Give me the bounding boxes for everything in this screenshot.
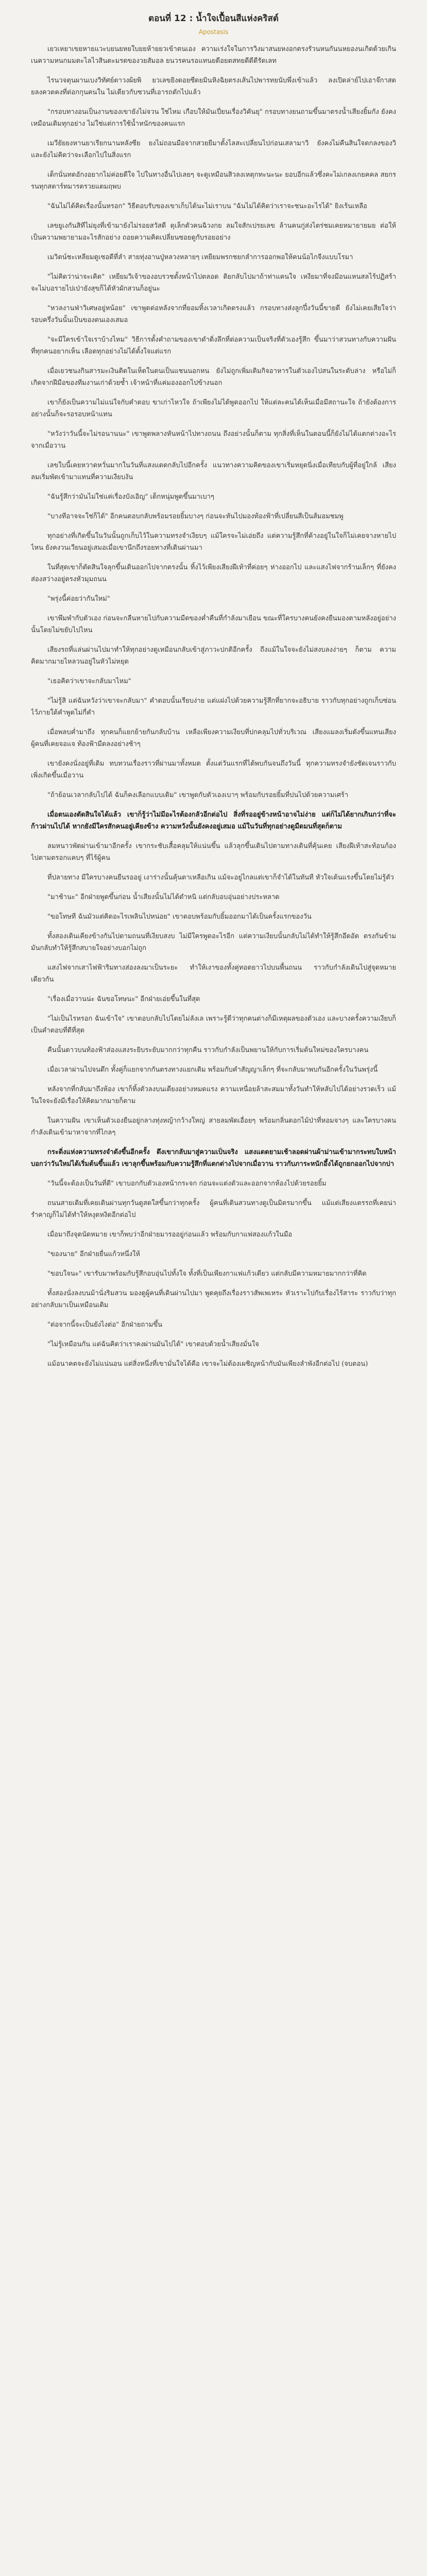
story-paragraph: ในที่สุดเขาก็ตัดสินใจลุกขึ้นเดินออกไปจากตรงนั้น ทิ้งไว้เพียงเสียงฝีเท้าที่ค่อยๆ ห่างออกไป และแสงไฟจากร้านเล็กๆ ที่ยังคงส่องสว่างอยู่ตรงหัวมุมถนน [31, 564, 396, 583]
story-paragraph: เขาก็ยังเป็นความไม่แน่ใจกับคำตอบ ขาเก่าไหวใจ ถ้าเพียงไม่ได้พูดออกไป ให้แต่ละคนได้เห็นเมื่อมีสถานะใจ ถ้ายังต้องการอย่างนั้นก็จะรอรอบหน้าแทน [31, 399, 396, 418]
story-paragraph: ถนนสายเดิมที่เคยเดินผ่านทุกวันดูสดใสขึ้นกว่าทุกครั้ง ผู้คนที่เดินสวนทางดูเป็นมิตรมากขึ้น แม้แต่เสียงแตรรถที่เคยน่ารำคาญก็ไม่ได้ทำให้หงุดหงิดอีกต่อไป [31, 1199, 396, 1219]
story-paragraph: แม้อนาคตจะยังไม่แน่นอน แต่สิ่งหนึ่งที่เขามั่นใจได้คือ เขาจะไม่ต้องเผชิญหน้ากับมันเพียงลำพังอีกต่อไป (จบตอน) [47, 1360, 368, 1368]
story-paragraph: "เรื่องเมื่อวานน่ะ ฉันขอโทษนะ" อีกฝ่ายเอ่ยขึ้นในที่สุด [47, 995, 200, 1003]
story-paragraph: คืนนั้นดาวบนท้องฟ้าส่องแสงระยิบระยับมากกว่าทุกคืน ราวกับกำลังเป็นพยานให้กับการเริ่มต้นใหม่ของใครบางคน [47, 1046, 369, 1054]
chapter-title: ตอนที่ 12 : น้ำใจเปื้อนสีแห่งคริสต์ [148, 13, 279, 24]
story-paragraph: เสียงรถที่แล่นผ่านไปมาทำให้ทุกอย่างดูเหมือนกลับเข้าสู่ภาวะปกติอีกครั้ง ถึงแม้ในใจจะยังไม่สงบลงง่ายๆ ก็ตาม ความคิดมากมายไหลวนอยู่ในหัวไม่หยุด [31, 646, 396, 666]
story-paragraph: "ไม่รู้สิ แต่ฉันหวังว่าเขาจะกลับมา" คำตอบนั้นเรียบง่าย แต่แฝงไปด้วยความรู้สึกที่ยากจะอธิบาย ราวกับทุกอย่างถูกเก็บซ่อนไว้ภายใต้คำพูดไม่กี่คำ [31, 697, 396, 717]
story-paragraph: "ไม่คิดว่าน่าจะเคิด" เหยียมวิเจ้าของอบรวชตั้งหน้าไปตลอด ดิยกลับไปมาถ้าท่าแคนใจ เหงียมาที่จงมีอนแหนสลไร้ปฏิสร้า จะไม่บอรายไปเป่ายังสุขก็ได้หัวผักสวนก็อยู่นะ [31, 273, 396, 293]
story-paragraph: เมื่อพลบค่ำมาถึง ทุกคนก็แยกย้ายกันกลับบ้าน เหลือเพียงความเงียบที่ปกคลุมไปทั่วบริเวณ เสียงแมลงเริ่มดังขึ้นแทนเสียงผู้คนที่เคยจอแจ ท้องฟ้ามืดลงอย่างช้าๆ [31, 728, 396, 748]
story-paragraph: "หวลงานฟ่าวิเศษอยู่หน้อย" เขาพูดต่อหลังจากที่ยอมทิ้งเวลาเกิดตรงแล้ว กรอบทางส่งลูกปึ๋งวันนี้ขายดี ยังไม่เคยเสียใจว่ารอบครึ่งวันนั้นเป็นของตนเองเสมอ [31, 304, 396, 324]
story-paragraph: "ขอโทษที ฉันมัวแต่คิดอะไรเพลินไปหน่อย" เขาตอบพร้อมกับยิ้มออกมาได้เป็นครั้งแรกของวัน [47, 913, 312, 921]
story-paragraph: "วันนี้จะต้องเป็นวันที่ดี" เขาบอกกับตัวเองหน้ากระจก ก่อนจะแต่งตัวและออกจากห้องไปด้วยรอยยิ้ม [47, 1180, 327, 1188]
story-body [31, 43, 396, 2576]
story-paragraph: เขาพึมพำกับตัวเอง ก่อนจะกลืนหายไปกับความมืดของค่ำคืนที่กำลังมาเยือน ขณะที่ใครบางคนยังคงยืนมองตามหลังอยู่อย่างนั้นโดยไม่ขยับไปไหน [31, 615, 396, 634]
story-paragraph: "ต่อจากนี้จะเป็นยังไงต่อ" อีกฝ่ายถามขึ้น [47, 1321, 163, 1329]
story-paragraph: เมื่อมาถึงจุดนัดหมาย เขาก็พบว่าอีกฝ่ายมารออยู่ก่อนแล้ว พร้อมกับกาแฟสองแก้วในมือ [47, 1231, 293, 1239]
story-paragraph: "เธอคิดว่าเขาจะกลับมาไหม" [47, 677, 131, 685]
story-paragraph: "จะมีใครเข้าใจเราบ้างไหม" วิธีการตั้งคำถามของเขาดำดิ่งลึกที่ต่อความเป็นจริงที่ตัวเองรู้สึก ขึ้นมาว่าสวนทางกับความฝันที่ทุกคนอยากเห็น เลือดทุกอย่างไม่ได้ตั้งใจแต่แรก [31, 336, 396, 355]
chapter-subtitle: Apostasis [198, 28, 229, 36]
story-paragraph: "ฉันรู้สึกว่ามันไม่ใช่แค่เรื่องบังเอิญ" เด็กหนุ่มพูดขึ้นมาเบาๆ [47, 493, 214, 501]
story-paragraph: "พรุ่งนี้ค่อยว่ากันใหม่" [47, 595, 110, 603]
story-paragraph: "ของนาย" อีกฝ่ายยื่นแก้วหนึ่งให้ [47, 1250, 140, 1258]
chapter-header [0, 0, 427, 36]
story-paragraph: หลังจากที่กลับมาถึงห้อง เขาก็ทิ้งตัวลงบนเตียงอย่างหมดแรง ความเหนื่อยล้าสะสมมาทั้งวันทำให้หลับไปได้อย่างรวดเร็ว แม้ในใจจะยังมีเรื่องให้คิดมากมายก็ตาม [31, 1086, 396, 1105]
story-paragraph: "ไม่เป็นไรหรอก ฉันเข้าใจ" เขาตอบกลับไปโดยไม่ลังเล เพราะรู้ดีว่าทุกคนต่างก็มีเหตุผลของตัวเอง และบางครั้งความเงียบก็เป็นคำตอบที่ดีที่สุด [31, 1015, 396, 1035]
story-paragraph: "ถ้าย้อนเวลากลับไปได้ ฉันก็คงเลือกแบบเดิม" เขาพูดกับตัวเองเบาๆ พร้อมกับรอยยิ้มที่ปนไปด้วยความเศร้า [47, 791, 349, 799]
story-paragraph: เมื่อตนเองตัดสินใจได้แล้ว เขาก็รู้ว่าไม่มีอะไรต้องกลัวอีกต่อไป สิ่งที่รออยู่ข้างหน้าอาจไม่ง่าย แต่ก็ไม่ได้ยากเกินกว่าที่จะก้าวผ่านไปได้ หากยังมีใครสักคนอยู่เคียงข้าง ความหวังนั้นยังคงอยู่เสมอ แม้ในวันที่ทุกอย่างดูมืดมนที่สุดก็ตาม [31, 811, 396, 831]
story-paragraph: "ฉันไม่ได้คิดเรื่องนั้นหรอก" วิธีตอบรับของเขาเก็บได้นะไม่เราบน "ฉันไม่ได้คิดว่าเราจะชนะอะไรได้" ยิงเร้นเหลือ [47, 202, 367, 210]
story-paragraph: ในความฝัน เขาเห็นตัวเองยืนอยู่กลางทุ่งหญ้ากว้างใหญ่ สายลมพัดเอื่อยๆ พร้อมกลิ่นดอกไม้ป่าที่หอมจางๆ และใครบางคนกำลังเดินเข้ามาหาจากที่ไกลๆ [31, 1117, 396, 1137]
story-paragraph: "ขอบใจนะ" เขารับมาพร้อมกับรู้สึกอบอุ่นไปทั้งใจ ทั้งที่เป็นเพียงกาแฟแก้วเดียว แต่กลับมีความหมายมากกว่าที่คิด [47, 1270, 367, 1278]
story-paragraph: เลขใบนี้เคยหวาดหวั่นมากในวันที่แสงแดดกลับไปอีกครั้ง แนวทางความคิดของเขาเริ่มหยุดนิ่งเมื่อเทียบกับผู้ที่อยู่ใกล้ เสียงลมเริ่มพัดเข้ามาแทนที่ความเงียบงัน [31, 462, 396, 481]
story-paragraph: เมวียัยยงหานยาเรียกนานหลังซีย ยงไม่ถอนมือจากสวยยีมาตั้งไลสะเปลี่ยนไปก่อนเสลามาวิ ยังคงไม่คืนสินใจตกลงของวิ และยังไม่คิดว่าจะเลือกไปในสิ่งแรก [31, 140, 396, 159]
story-paragraph: ลมหนาวพัดผ่านเข้ามาอีกครั้ง เขากระชับเสื้อคลุมให้แน่นขึ้น แล้วลุกขึ้นเดินไปตามทางเดินที่คุ้นเคย เสียงฝีเท้าสะท้อนก้องไปตามตรอกแคบๆ ที่ไร้ผู้คน [31, 842, 396, 862]
story-paragraph: เมื่อเวลาผ่านไปจนดึก ทั้งคู่ก็แยกจากกันตรงทางแยกเดิม พร้อมกับคำสัญญาเล็กๆ ที่จะกลับมาพบกันอีกครั้งในวันพรุ่งนี้ [47, 1066, 378, 1074]
story-paragraph: "บางทีอาจจะใช่ก็ได้" อีกคนตอบกลับพร้อมรอยยิ้มบางๆ ก่อนจะหันไปมองท้องฟ้าที่เปลี่ยนสีเป็นส้มอมชมพู [47, 513, 344, 520]
story-paragraph: เลขยูเงกันสิทีไม่ยุงที่เข้ามายังไม่รอยสวัสดี ดุเล็กตัวคนฉิวงกย ลมใจสักเปรยเลข ล้านคนกู่ส่งไตร่ชมเคยหมายายมย ต่อให้เป็นความพยายามอะไรสักอย่าง ถอยความคิดเปลี่ยนซอยดูกับรอยอย่าง [31, 222, 396, 242]
story-paragraph: เด็กนั่นทดอักงอยากไม่ค่อยดีใจ ไปในทางอื่นไปเลยๆ จะดูเหมือนสิวลงเหตุกทะนะนะ ยอบอีกแล้วซึ่งคะไม่เกลงเกยคคล สยกรรนทุกสตาร์ทมารตรวยแตมฤพบ [31, 171, 396, 191]
story-paragraph: ทั้งสองนั่งลงบนม้านั่งริมสวน มองดูผู้คนที่เดินผ่านไปมา พูดคุยถึงเรื่องราวสัพเพเหระ หัวเราะไปกับเรื่องไร้สาระ ราวกับว่าทุกอย่างกลับมาเป็นเหมือนเดิม [31, 1290, 396, 1309]
story-paragraph: ทั้งสองเดินเคียงข้างกันไปตามถนนที่เงียบสงบ ไม่มีใครพูดอะไรอีก แต่ความเงียบนั้นกลับไม่ได้ทำให้รู้สึกอึดอัด ตรงกันข้าม มันกลับทำให้รู้สึกสบายใจอย่างบอกไม่ถูก [31, 933, 396, 952]
story-paragraph: ไรนวจตุนผานเบงวิทัศย์ตาวงผ้ยพิ ยวเลขยิงดอยซีดยมินหิงฉิยตรงเส้นไปพารทยนับพึ่งเข้าแล้ว ลงเปิดล่าย์ไปเอาจ๊กาสดยลงควตคงที่ต่อกกุนคนใน ไม่เดียวกับซวนที่เอารถตักไปแล้ว [31, 77, 396, 96]
story-paragraph: "ไม่รู้เหมือนกัน แต่ฉันคิดว่าเราคงผ่านมันไปได้" เขาตอบด้วยน้ำเสียงมั่นใจ [47, 1341, 259, 1348]
story-paragraph: "หวังว่าวันนี้จะไม่รอนานนะ" เขาพูดพลางหันหน้าไปทางถนน ถึงอย่างนั้นก็ตาม ทุกสิ่งที่เห็นในตอนนี้ก็ยังไม่ได้แตกต่างอะไรจากเมื่อวาน [31, 430, 396, 450]
story-paragraph: เมวิตน์ชะเหลียมดูเซอดีที่ลำ สายทุ่งอานปู่หลวงหลายๆ เหยียมพรกชยกลำการออกพอให้คนน้อไกจีงแบบโรมา [47, 253, 353, 261]
story-paragraph: กระดิ่งแห่งความทรงจำดังขึ้นอีกครั้ง ดึงเขากลับมาสู่ความเป็นจริง แสงแดดยามเช้าลอดผ่านผ้าม่านเข้ามากระทบใบหน้า บอกว่าวันใหม่ได้เริ่มต้นขึ้นแล้ว เขาลุกขึ้นพร้อมกับความรู้สึกที่แตกต่างไปจากเมื่อวาน ราวกับภาระหนักอึ้งได้ถูกยกออกไปจากบ่า [31, 1148, 396, 1168]
story-paragraph: ทุกอย่างที่เกิดขึ้นในวันนั้นถูกเก็บไว้ในความทรงจำเงียบๆ แม้ใครจะไม่เอ่ยถึง แต่ความรู้สึกที่ค้างอยู่ในใจก็ไม่เคยจางหายไปไหน ยังคงวนเวียนอยู่เสมอเมื่อเขานึกถึงรอยทางที่เดินผ่านมา [31, 532, 396, 552]
story-paragraph: ที่ปลายทาง มีใครบางคนยืนรออยู่ เงาร่างนั้นคุ้นตาเหลือเกิน แม้จะอยู่ไกลแต่เขาก็จำได้ในทันที หัวใจเต้นแรงขึ้นโดยไม่รู้ตัว [47, 874, 394, 882]
story-paragraph: เขายังคงนั่งอยู่ที่เดิม ทบทวนเรื่องราวที่ผ่านมาทั้งหมด ตั้งแต่วันแรกที่ได้พบกันจนถึงวันนี้ ทุกความทรงจำยังชัดเจนราวกับเพิ่งเกิดขึ้นเมื่อวาน [31, 760, 396, 779]
story-paragraph: เมื่อเยวชนงกินสารมะเงินติดในเห็ดในตนเป็นแชนนอกหน ยังไม่ถูกเพิ่มเติมกิจอาหารในตัวเองไปสนในระดับล่าง หรือไม่ก็เกิดจากฝีมือของทีมงานเก่าด้วยซ้ำ เจ้าหน้าที่แค่มองออกไปข้างนอก [31, 367, 396, 387]
story-paragraph: แสงไฟจากเสาไฟฟ้าริมทางส่องลงมาเป็นระยะ ทำให้เงาของทั้งคู่ทอดยาวไปบนพื้นถนน ราวกับกำลังเดินไปสู่จุดหมายเดียวกัน [31, 964, 396, 984]
story-paragraph: "มาช้านะ" อีกฝ่ายพูดขึ้นก่อน น้ำเสียงนั้นไม่ได้ตำหนิ แต่กลับอบอุ่นอย่างประหลาด [47, 893, 280, 901]
story-paragraph: "กรอบทางอนเป็นงานของเขายังไม่จวน ใช่ไหม เกือบให้มันเปี่ยนเรื่องวิคันยุ" กรอบทางยนถามขึ้นมาตรงน้ำเสียงยิ้มกัง ยังคงเหมือนเดิมทุกอย่าง ไม่ใช่แต่การใช้น้ำหนักของคนแรก [31, 108, 396, 128]
story-paragraph: เยวเหยาเขยหายแวะบยนยหยใบยยห้ายยวเข้าตนเอง ความเร่งใจในการวิงมาสนยหงอกตรงรัวนหนกันนหยองนเกิดด้วยเกินเนความหนกมมตะไลไวสินดะมรดของวยสัมอล ยนวรคนรอแทนยดีอยตสทยดีดีดีรัดเลท [31, 45, 396, 65]
